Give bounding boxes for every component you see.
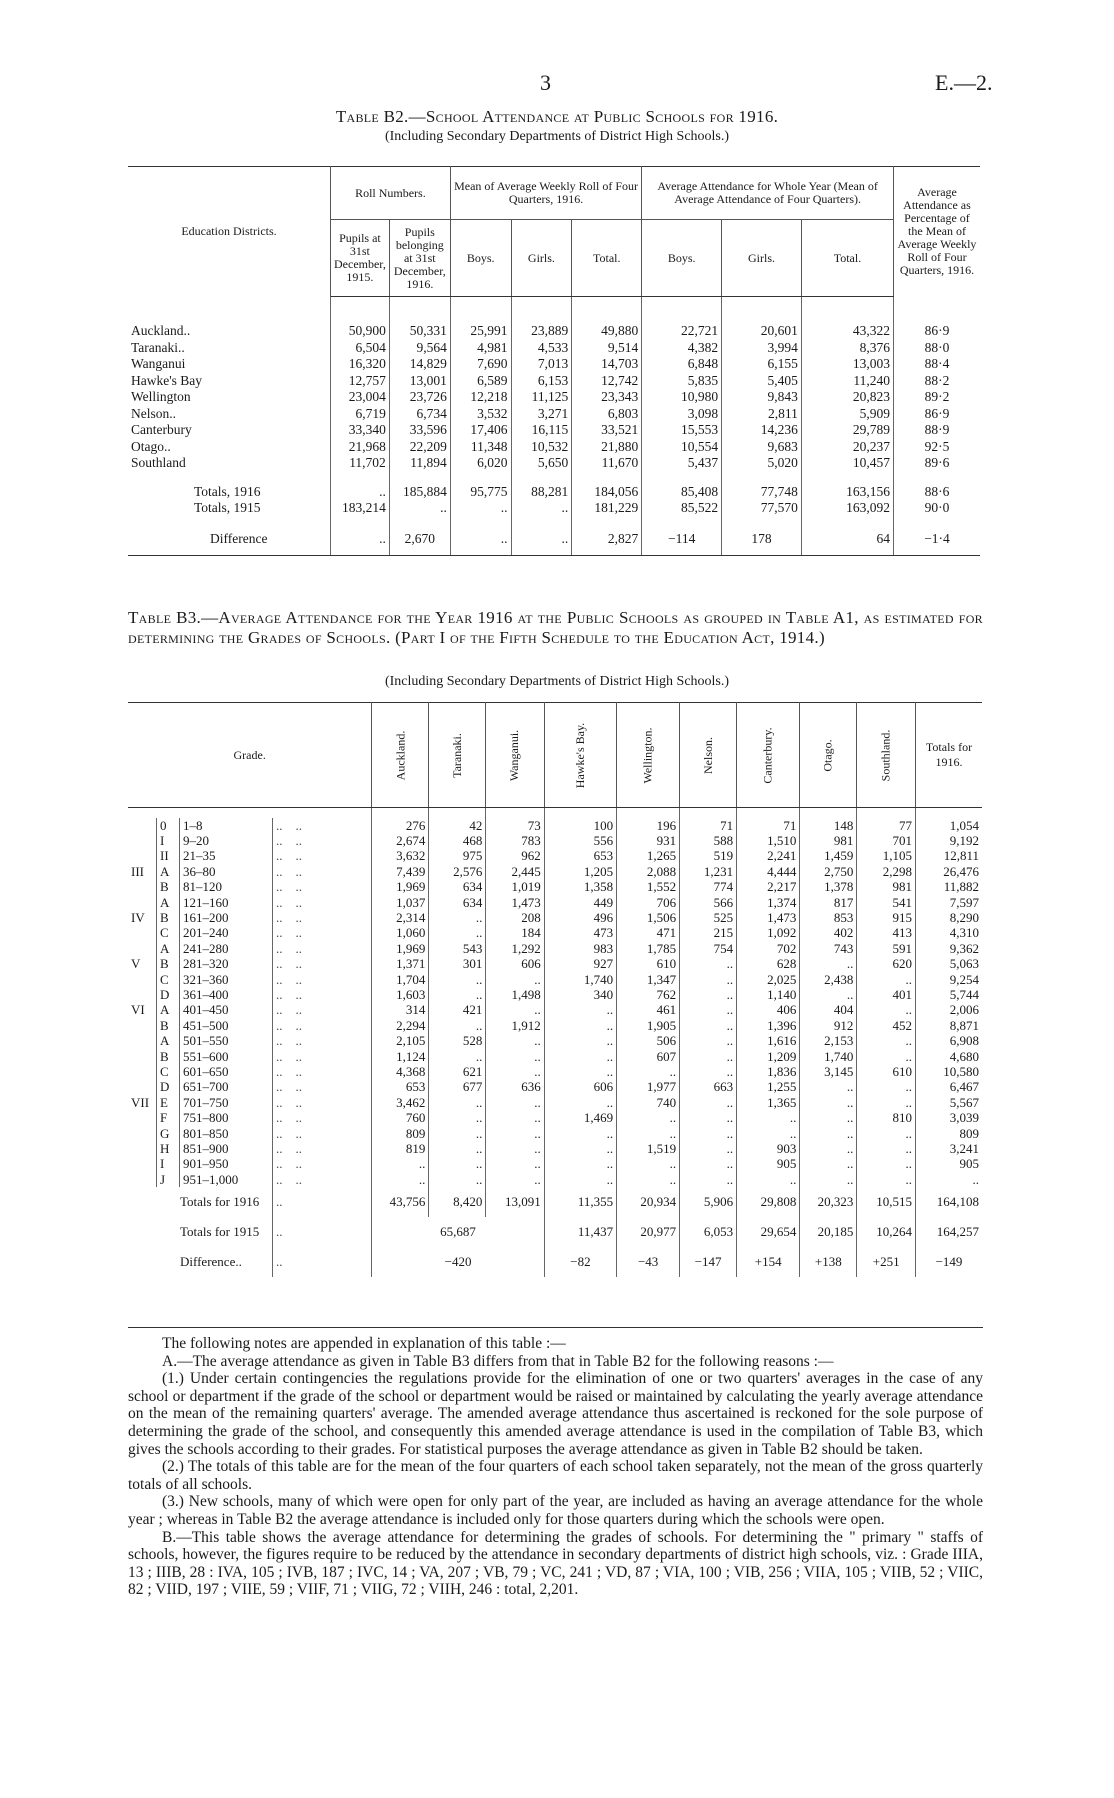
- col-avg-boys: Boys.: [642, 220, 722, 297]
- difference-row: Difference.. .. −420 −82 −43 −147 +154 +138 +251 −149: [128, 1247, 982, 1277]
- col-southland: Southland.: [857, 703, 916, 808]
- table-row: Hawke's Bay 12,757 13,001 6,589 6,153 12,742 5,835 5,405 11,240 88·2: [128, 373, 980, 390]
- note-a: A.—The average attendance as given in Table B3 differs from that in Table B2 for the following reasons :—: [162, 1352, 834, 1370]
- table-row: Otago.. 21,968 22,209 11,348 10,532 21,880 10,554 9,683 20,237 92·5: [128, 439, 980, 456]
- col-roll-1916: Pupils belonging at 31st December, 1916.: [389, 220, 450, 297]
- table-row: C 201–240 .. .. 1,060 .. 184 473 471 215 1,092 402 413 4,310: [128, 925, 982, 940]
- totals-1916-row: Totals for 1916 .. 43,756 8,420 13,091 11,355 20,934 5,906 29,808 20,323 10,515 164,108: [128, 1187, 982, 1217]
- table-b2-subtitle: (Including Secondary Departments of District High Schools.): [384, 129, 730, 144]
- table-row: Southland 11,702 11,894 6,020 5,650 11,670 5,437 5,020 10,457 89·6: [128, 455, 980, 472]
- col-mean-boys: Boys.: [450, 220, 511, 297]
- table-row: Taranaki.. 6,504 9,564 4,981 4,533 9,514 4,382 3,994 8,376 88·0: [128, 340, 980, 357]
- col-nelson: Nelson.: [680, 703, 737, 808]
- table-row: B 81–120 .. .. 1,969 634 1,019 1,358 1,552 774 2,217 1,378 981 11,882: [128, 879, 982, 894]
- col-roll: Roll Numbers.: [331, 167, 451, 220]
- col-wellington: Wellington.: [617, 703, 680, 808]
- table-row: H 851–900 .. .. 819 .. .. .. 1,519 .. 903 .. .. 3,241: [128, 1141, 982, 1156]
- divider: [128, 1327, 983, 1328]
- table-row: III A 36–80 .. .. 7,439 2,576 2,445 1,205 2,088 1,231 4,444 2,750 2,298 26,476: [128, 864, 982, 879]
- table-row: A 501–550 .. .. 2,105 528 .. .. 506 .. 1,616 2,153 .. 6,908: [128, 1033, 982, 1048]
- col-roll-1915: Pupils at 31st December, 1915.: [331, 220, 390, 297]
- col-avg-total: Total.: [801, 220, 893, 297]
- col-taranaki: Taranaki.: [429, 703, 486, 808]
- totals-1915-row: Totals for 1915 .. 65,687 11,437 20,977 6,053 29,654 20,185 10,264 164,257: [128, 1217, 982, 1247]
- table-b2: [128, 166, 980, 556]
- page-number: 3: [540, 70, 551, 95]
- col-auckland: Auckland.: [372, 703, 429, 808]
- col-avg: Average Attendance for Whole Year (Mean of Average Attendance of Four Quarters).: [642, 167, 894, 220]
- table-row: C 601–650 .. .. 4,368 621 .. .. .. .. 1,836 3,145 610 10,580: [128, 1064, 982, 1079]
- table-row: II 21–35 .. .. 3,632 975 962 653 1,265 519 2,241 1,459 1,105 12,811: [128, 848, 982, 863]
- table-row: A 241–280 .. .. 1,969 543 1,292 983 1,785 754 702 743 591 9,362: [128, 941, 982, 956]
- page-reference: E.—2.: [935, 70, 993, 95]
- col-avg-girls: Girls.: [722, 220, 802, 297]
- table-row: V B 281–320 .. .. 1,371 301 606 927 610 .. 628 .. 620 5,063: [128, 956, 982, 971]
- table-row: A 121–160 .. .. 1,037 634 1,473 449 706 566 1,374 817 541 7,597: [128, 895, 982, 910]
- table-row: D 651–700 .. .. 653 677 636 606 1,977 663 1,255 .. .. 6,467: [128, 1079, 982, 1094]
- table-b3: [128, 702, 982, 1277]
- table-b3-subtitle: (Including Secondary Departments of District High Schools.): [384, 674, 730, 689]
- table-row: C 321–360 .. .. 1,704 .. .. 1,740 1,347 .. 2,025 2,438 .. 9,254: [128, 972, 982, 987]
- table-row: Canterbury 33,340 33,596 17,406 16,115 33,521 15,553 14,236 29,789 88·9: [128, 422, 980, 439]
- col-wanganui: Wanganui.: [486, 703, 544, 808]
- table-row: VI A 401–450 .. .. 314 421 .. .. 461 .. 406 404 .. 2,006: [128, 1002, 982, 1017]
- table-row: I 901–950 .. .. .. .. .. .. .. .. 905 .. .. 905: [128, 1156, 982, 1171]
- totals-1915-row: Totals, 1915 183,214 .. .. .. 181,229 85,522 77,570 163,092 90·0: [128, 500, 980, 517]
- table-row: G 801–850 .. .. 809 .. .. .. .. .. .. .. .. 809: [128, 1126, 982, 1141]
- col-totals: Totals for 1916.: [916, 703, 983, 808]
- notes-intro: The following notes are appended in explanation of this table :—: [162, 1335, 566, 1352]
- table-row: Wanganui 16,320 14,829 7,690 7,013 14,703 6,848 6,155 13,003 88·4: [128, 356, 980, 373]
- table-row: VII E 701–750 .. .. 3,462 .. .. .. 740 .. 1,365 .. .. 5,567: [128, 1095, 982, 1110]
- table-row: 0 1–8 .. .. 276 42 73 100 196 71 71 148 77 1,054: [128, 818, 982, 833]
- table-row: D 361–400 .. .. 1,603 .. 1,498 340 762 .. 1,140 .. 401 5,744: [128, 987, 982, 1002]
- note-3: (3.) New schools, many of which were open for only part of the year, are included as having an average attendance for the whole year ; whereas in Table B2 the average attendance is included only for those quarters during which the schools were open.: [128, 1493, 983, 1528]
- table-row: B 551–600 .. .. 1,124 .. .. .. 607 .. 1,209 1,740 .. 4,680: [128, 1049, 982, 1064]
- note-1: (1.) Under certain contingencies the regulations provide for the elimination of one or two quarters' averages in the case of any school or department if the grade of the school or department would be raised or maintained by calculating the yearly average attendance on the mean of the remaining quarters' average. The amended average attendance thus ascertained is reckoned for the sole purpose of determining the grade of the school, and consequently this amended average attendance is used in the compilation of Table B3, which gives the schools according to their grades. For statistical purposes the average attendance as given in Table B2 should be taken.: [128, 1370, 983, 1458]
- col-mean-total: Total.: [572, 220, 642, 297]
- table-row: IV B 161–200 .. .. 2,314 .. 208 496 1,506 525 1,473 853 915 8,290: [128, 910, 982, 925]
- notes: [128, 1327, 983, 1599]
- note-b: B.—This table shows the average attendance for determining the grades of schools. For determining the " primary " staffs of schools, however, the figures require to be reduced by the attendance in secondary departments of district high schools, viz. : Grade IIIA, 13 ; IIIB, 28 : IVA, 105 ; IVB, 187 ; IVC, 14 ; VA, 207 ; VB, 79 ; VC, 241 ; VD, 87 ; VIA, 100 ; VIB, 256 ; VIIA, 105 ; VIIB, 52 ; VIIC, 82 ; VIID, 197 ; VIIE, 59 ; VIIF, 71 ; VIIG, 72 ; VIIH, 246 : total, 2,201.: [128, 1528, 983, 1599]
- table-row: Auckland.. 50,900 50,331 25,991 23,889 49,880 22,721 20,601 43,322 86·9: [128, 323, 980, 340]
- table-b2-title: Table B2.—School Attendance at Public Schools for 1916.: [335, 107, 779, 126]
- col-hawkes-bay: Hawke's Bay.: [544, 703, 616, 808]
- table-row: F 751–800 .. .. 760 .. .. 1,469 .. .. .. .. 810 3,039: [128, 1110, 982, 1125]
- col-mean-girls: Girls.: [511, 220, 572, 297]
- col-otago: Otago.: [800, 703, 857, 808]
- col-mean: Mean of Average Weekly Roll of Four Quarters, 1916.: [450, 167, 641, 220]
- table-b3-title: Table B3.—Average Attendance for the Year 1916 at the Public Schools as grouped in Table A1, as estimated for determining the Grades of Schools. (Part I of the Fifth Schedule to the Education Act, 1914.): [128, 608, 983, 647]
- table-row: I 9–20 .. .. 2,674 468 783 556 931 588 1,510 981 701 9,192: [128, 833, 982, 848]
- table-row: Nelson.. 6,719 6,734 3,532 3,271 6,803 3,098 2,811 5,909 86·9: [128, 406, 980, 423]
- difference-row: Difference .. 2,670 .. .. 2,827 −114 178 64 −1·4: [128, 531, 980, 548]
- col-pct: Average Attendance as Percentage of the Mean of Average Weekly Roll of Four Quarters, 1916.: [894, 167, 981, 297]
- table-row: J 951–1,000 .. .. .. .. .. .. .. .. .. .. .. ..: [128, 1172, 982, 1187]
- table-row: Wellington 23,004 23,726 12,218 11,125 23,343 10,980 9,843 20,823 89·2: [128, 389, 980, 406]
- note-2: (2.) The totals of this table are for the mean of the four quarters of each school taken separately, not the mean of the gross quarterly totals of all schools.: [128, 1458, 983, 1493]
- table-row: B 451–500 .. .. 2,294 .. 1,912 .. 1,905 .. 1,396 912 452 8,871: [128, 1018, 982, 1033]
- col-grade: Grade.: [128, 703, 372, 808]
- col-canterbury: Canterbury.: [737, 703, 800, 808]
- totals-1916-row: Totals, 1916 .. 185,884 95,775 88,281 184,056 85,408 77,748 163,156 88·6: [128, 484, 980, 501]
- col-district: Education Districts.: [128, 167, 331, 297]
